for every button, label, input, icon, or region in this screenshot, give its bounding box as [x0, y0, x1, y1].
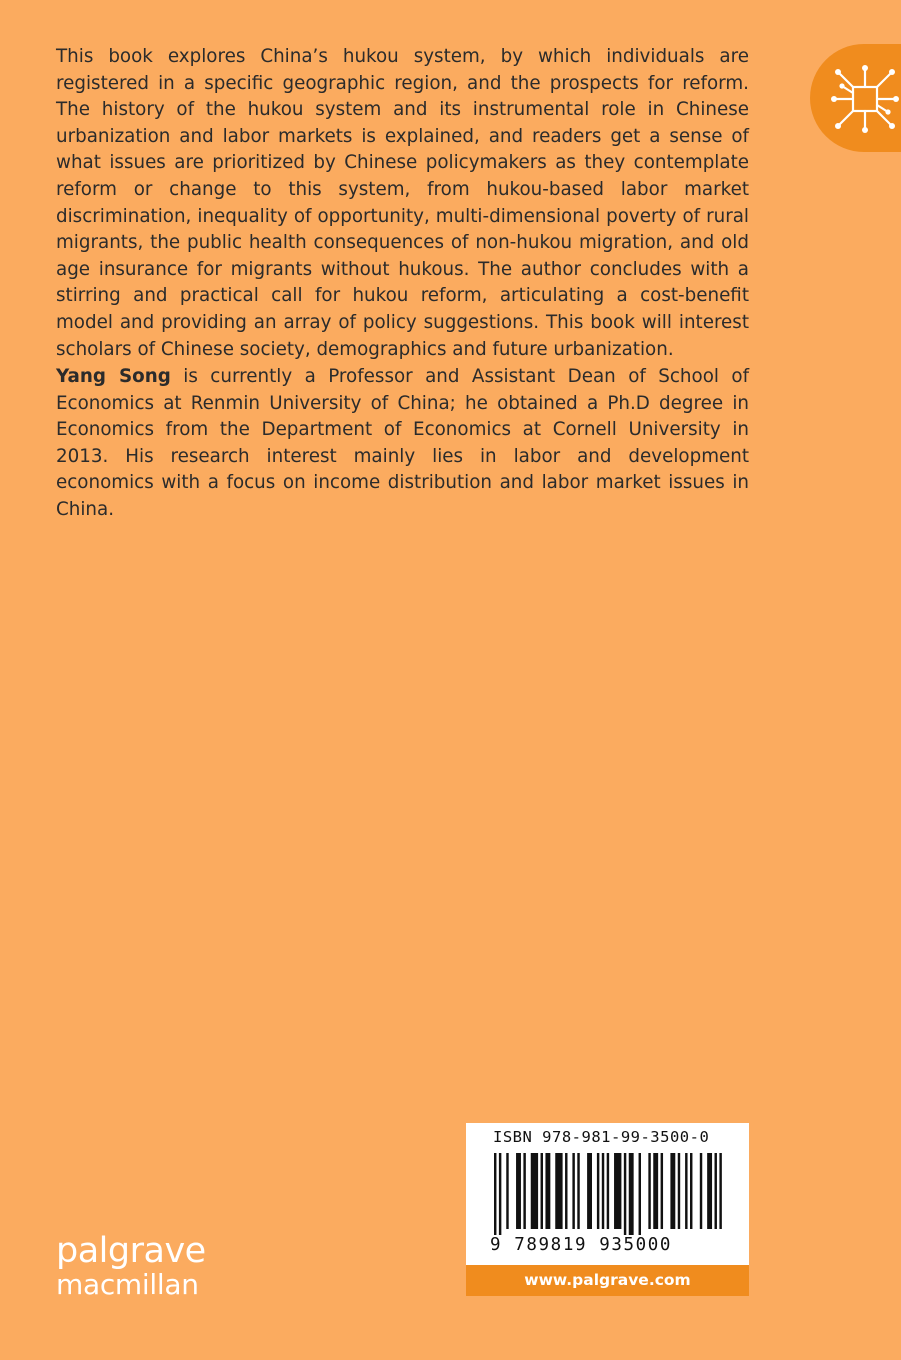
publisher-logo — [56, 1232, 206, 1300]
author-name: Yang Song — [56, 366, 171, 387]
back-cover-blurb: This book explores China’s hukou system, by which individuals are registered in a specific geographic region, and the prospects for reform. The history of the hukou system and its instrumental role in Chinese urbanization and labor markets is explained, and readers get a sense of what issues are prioritized by Chinese policymakers as they contemplate reform or change to this system, from hukou-based labor market discrimination, inequality of opportunity, multi-dimensional poverty of rural migrants, the public health consequences of non-hukou migration, and old age insurance for migrants without hukous. The author concludes with a stirring and practical call for hukou reform, articulating a cost-benefit model and providing an array of policy suggestions. This book will interest scholars of Chinese society, demographics and future urbanization. — [56, 46, 749, 360]
author-bio-text: is currently a Professor and Assistant Dean of School of Economics at Renmin University of China; he obtained a Ph.D degree in Economics from the Department of Economics at Cornell University in 2013. His research interest mainly lies in labor and development economics with a focus on income distribution and labor market issues in China. — [56, 366, 750, 520]
barcode-bars — [488, 1153, 728, 1235]
publisher-logo-line1: palgrave — [56, 1231, 206, 1271]
barcode-digits: 9 789819 935000 — [490, 1235, 673, 1255]
isbn-label: ISBN 978-981-99-3500-0 — [493, 1128, 710, 1146]
publisher-logo-line2: macmillan — [56, 1268, 199, 1301]
palgrave-emblem-badge — [810, 44, 901, 152]
network-emblem-icon — [828, 62, 901, 136]
author-bio — [56, 364, 749, 524]
isbn-barcode-block — [466, 1123, 749, 1296]
publisher-url: www.palgrave.com — [466, 1265, 749, 1296]
